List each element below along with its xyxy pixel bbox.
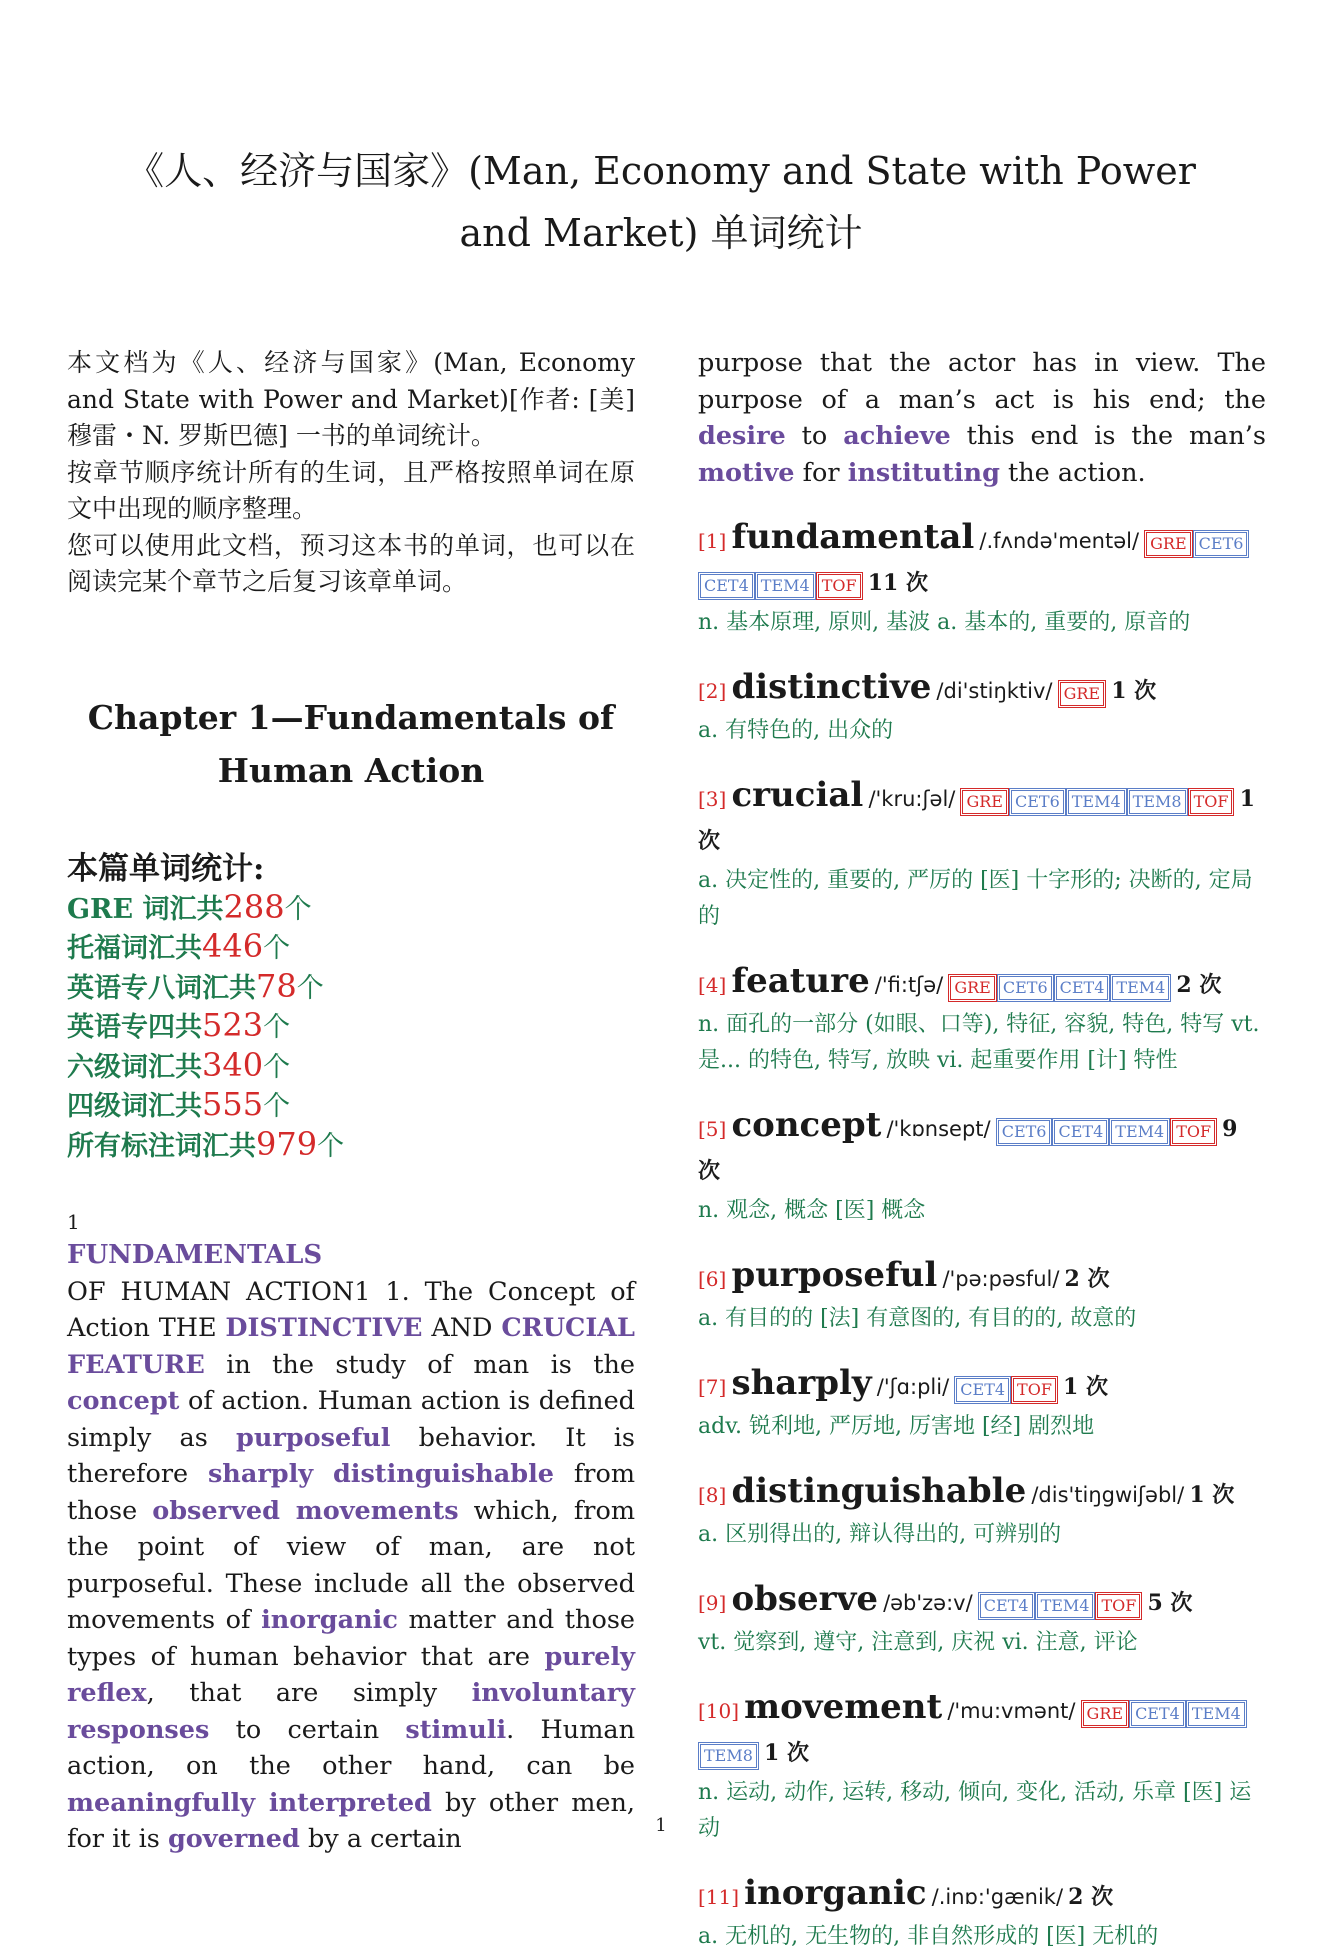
exam-tag: CET6 (1011, 790, 1064, 814)
entry-meaning: adv. 锐利地, 严厉地, 厉害地 [经] 剧烈地 (698, 1414, 1095, 1439)
highlighted-word: achieve (843, 421, 951, 451)
exam-tag: TEM4 (1068, 790, 1125, 814)
vocab-entry (698, 1873, 1266, 1955)
stat-row (67, 1086, 635, 1126)
stat-count: 288 (223, 887, 285, 926)
exam-tag: TOF (818, 574, 861, 598)
entry-count: 1 次 (764, 1740, 809, 1766)
exam-tag: CET4 (956, 1378, 1009, 1402)
entry-count: 2 次 (1064, 1266, 1110, 1292)
entry-count: 2 次 (1068, 1884, 1114, 1910)
stat-count: 523 (202, 1006, 264, 1044)
text-segment: from those (67, 1459, 636, 1526)
entry-phonetic: /dis'tiŋgwiʃəbl/ (1031, 1483, 1185, 1507)
exam-tag: GRE (1060, 682, 1105, 706)
highlighted-word: purely reflex (67, 1641, 636, 1708)
highlighted-word: DISTINCTIVE (225, 1313, 423, 1343)
text-segment: purpose that the actor has in view. The purpose of a man’s act is his end; the (698, 348, 1266, 415)
exam-tag: CET6 (999, 976, 1052, 1000)
entry-phonetic: /'mu:vmənt/ (947, 1699, 1076, 1723)
entry-word: sharply (731, 1363, 872, 1403)
stat-row (67, 928, 635, 968)
entry-phonetic: /'ʃɑ:pli/ (876, 1375, 950, 1399)
vocab-entry-header (698, 1363, 1266, 1409)
entry-word: feature (731, 961, 870, 1001)
entry-index: [4] (698, 973, 727, 997)
highlighted-word: sharply (207, 1459, 314, 1489)
text-segment: AND (431, 1313, 493, 1343)
entry-index: [9] (698, 1591, 727, 1615)
vocab-entry-header (698, 961, 1266, 1007)
text-segment: of action. Human action is defined simply as (67, 1386, 635, 1453)
entry-word: purposeful (731, 1255, 938, 1295)
vocab-entry-header (698, 1687, 1266, 1775)
vocab-entry-header (698, 667, 1266, 713)
exam-tag: CET4 (700, 574, 753, 598)
vocab-entry (698, 961, 1266, 1079)
exam-tag: TOF (1013, 1378, 1056, 1402)
highlighted-word: instituting (847, 457, 1000, 488)
stat-count: 78 (256, 966, 297, 1005)
entry-index: [3] (698, 787, 727, 811)
body-text-continued (698, 345, 1266, 491)
entry-phonetic: /'kɒnsept/ (886, 1117, 991, 1141)
exam-tag: GRE (1146, 532, 1191, 556)
entry-phonetic: /.fʌndə'mentəl/ (979, 529, 1140, 553)
right-column (698, 345, 1266, 1955)
text-segment: for (802, 457, 840, 488)
entry-index: [8] (698, 1483, 727, 1507)
entry-meaning: a. 无机的, 无生物的, 非自然形成的 [医] 无机的 (698, 1924, 1159, 1949)
entry-meaning: n. 面孔的一部分 (如眼、口等), 特征, 容貌, 特色, 特写 vt. 是... 的特色, 特写, 放映 vi. 起重要作用 [计] 特性 (698, 1012, 1260, 1073)
vocab-entry (698, 1363, 1266, 1445)
entry-meaning: a. 区别得出的, 辩认得出的, 可辨别的 (698, 1522, 1062, 1547)
stat-unit: 个 (263, 1012, 291, 1043)
stats-title: 本篇单词统计: (67, 850, 265, 887)
entry-phonetic: /'fi:tʃə/ (874, 973, 944, 997)
exam-tag: TOF (1097, 1594, 1140, 1618)
entry-meaning: vt. 觉察到, 遵守, 注意到, 庆祝 vi. 注意, 评论 (698, 1630, 1138, 1655)
vocab-entry (698, 1105, 1266, 1229)
exam-tag: TEM4 (1112, 976, 1169, 1000)
stat-row (67, 968, 635, 1008)
vocab-entry (698, 1579, 1266, 1661)
entry-word: distinctive (731, 667, 932, 707)
entry-count: 1 次 (1111, 678, 1157, 704)
text-segment: by other men, for it is (67, 1787, 636, 1854)
exam-tag: TEM4 (1188, 1702, 1245, 1726)
text-segment: , that are simply (146, 1678, 438, 1708)
left-column (67, 345, 635, 1858)
stat-unit: 个 (284, 893, 312, 925)
intro-paragraph: 按章节顺序统计所有的生词，且严格按照单词在原文中出现的顺序整理。 (67, 457, 635, 523)
section-heading: FUNDAMENTALS (67, 1240, 323, 1270)
chapter-title: Chapter 1—Fundamentals of Human Action (87, 697, 615, 790)
vocab-entry-header (698, 1105, 1266, 1193)
entry-meaning: n. 运动, 动作, 运转, 移动, 倾向, 变化, 活动, 乐章 [医] 运动 (698, 1780, 1252, 1841)
entry-word: crucial (731, 775, 864, 815)
stat-unit: 个 (296, 972, 324, 1004)
stat-row (67, 1126, 635, 1166)
highlighted-word: CRUCIAL FEATURE (67, 1313, 635, 1380)
exam-tag: GRE (950, 976, 995, 1000)
entry-phonetic: /.inɒ:'gænik/ (931, 1885, 1064, 1909)
entry-index: [6] (698, 1267, 727, 1291)
entry-count: 2 次 (1176, 972, 1222, 998)
entry-meaning: n. 基本原理, 原则, 基波 a. 基本的, 重要的, 原音的 (698, 610, 1191, 635)
vocab-entry (698, 667, 1266, 749)
exam-tag: CET6 (1195, 532, 1248, 556)
stat-count: 979 (256, 1124, 318, 1163)
intro (67, 345, 635, 601)
vocabulary-list (698, 517, 1266, 1955)
entry-count: 1 次 (698, 786, 1255, 854)
entry-index: [11] (698, 1885, 740, 1909)
text-segment: behavior. It is therefore (67, 1422, 636, 1489)
vocab-entry-header (698, 1471, 1266, 1517)
entry-phonetic: /'pə:pəsful/ (942, 1267, 1060, 1291)
entry-word: observe (731, 1579, 878, 1619)
text-segment: to (801, 421, 828, 451)
stat-label: 所有标注词汇共 (67, 1130, 256, 1162)
intro-paragraph: 您可以使用此文档，预习这本书的单词，也可以在阅读完某个章节之后复习该章单词。 (67, 530, 635, 596)
highlighted-word: involuntary responses (67, 1678, 635, 1745)
highlighted-word: stimuli (405, 1714, 507, 1745)
text-segment: by a certain (307, 1824, 462, 1854)
stat-label: GRE 词汇共 (67, 893, 224, 925)
vocab-entry-header (698, 1873, 1266, 1919)
exam-tag: GRE (1083, 1702, 1128, 1726)
highlighted-word: meaningfully interpreted (67, 1787, 432, 1818)
section-number: 1 (67, 1210, 80, 1234)
text-segment: matter and those types of human behavior that are (67, 1605, 635, 1672)
stat-row (67, 1047, 635, 1087)
entry-phonetic: /əb'zə:v/ (883, 1591, 973, 1615)
exam-tag: GRE (962, 790, 1007, 814)
intro-paragraph: 本文档为《人、经济与国家》(Man, Economy and State with Power and Market)[作者: [美] 穆雷・N. 罗斯巴德] 一书的单词统计。 (67, 348, 635, 450)
stat-count: 340 (202, 1045, 264, 1084)
vocab-entry-header (698, 775, 1266, 863)
exam-tag: CET4 (1056, 976, 1109, 1000)
entry-phonetic: /di'stiŋktiv/ (936, 679, 1053, 703)
vocab-entry (698, 775, 1266, 935)
entry-count: 1 次 (1063, 1374, 1108, 1400)
exam-tag: CET6 (998, 1120, 1051, 1144)
highlighted-word: concept (67, 1386, 180, 1416)
highlighted-word: motive (698, 457, 795, 488)
stat-unit: 个 (263, 1051, 291, 1083)
entry-word: movement (744, 1687, 943, 1727)
stats-list (67, 889, 635, 1166)
stat-row (67, 889, 635, 929)
entry-meaning: a. 有特色的, 出众的 (698, 718, 894, 743)
vocab-entry-header (698, 1255, 1266, 1301)
exam-tag: TEM4 (757, 574, 814, 598)
vocab-entry (698, 1255, 1266, 1337)
vocab-entry (698, 1471, 1266, 1553)
entry-meaning: a. 有目的的 [法] 有意图的, 有目的的, 故意的 (698, 1306, 1137, 1331)
highlighted-word: inorganic (261, 1605, 398, 1635)
stat-unit: 个 (263, 933, 291, 964)
highlighted-word: governed (167, 1824, 300, 1854)
highlighted-word: desire (698, 421, 786, 451)
stat-label: 六级词汇共 (67, 1051, 202, 1083)
stat-label: 英语专八词汇共 (67, 972, 256, 1004)
entry-count: 9 次 (698, 1116, 1238, 1184)
entry-count: 1 次 (1189, 1482, 1235, 1508)
entry-word: concept (731, 1105, 882, 1145)
stat-label: 英语专四共 (67, 1012, 202, 1043)
body-text (67, 1274, 635, 1858)
vocab-entry-header (698, 1579, 1266, 1625)
exam-tag: TEM4 (1037, 1594, 1094, 1618)
highlighted-word: observed movements (152, 1495, 459, 1526)
exam-tag: TEM8 (700, 1744, 757, 1768)
entry-word: inorganic (744, 1873, 927, 1913)
vocab-entry (698, 517, 1266, 641)
exam-tag: TOF (1190, 790, 1233, 814)
document-title: 《人、经济与国家》(Man, Economy and State with Power and Market) 单词统计 (126, 149, 1196, 255)
text-segment: the action. (1008, 457, 1146, 488)
exam-tag: CET4 (1054, 1120, 1107, 1144)
entry-index: [5] (698, 1117, 727, 1141)
stat-label: 四级词汇共 (67, 1091, 202, 1122)
highlighted-word: distinguishable (332, 1459, 555, 1489)
text-segment: . Human action, on the other hand, can be (67, 1714, 636, 1781)
stat-count: 446 (202, 927, 264, 965)
entry-word: distinguishable (731, 1471, 1027, 1511)
exam-tag: TOF (1172, 1120, 1215, 1144)
exam-tag: TEM8 (1129, 790, 1186, 814)
exam-tag: CET4 (980, 1594, 1033, 1618)
exam-tag: CET4 (1131, 1702, 1184, 1726)
highlighted-word: purposeful (236, 1422, 391, 1453)
exam-tag: TEM4 (1111, 1120, 1168, 1144)
entry-index: [2] (698, 679, 727, 703)
entry-index: [1] (698, 529, 727, 553)
stat-row (67, 1007, 635, 1047)
stat-label: 托福词汇共 (67, 933, 202, 964)
stat-unit: 个 (317, 1130, 345, 1162)
text-segment: OF HUMAN ACTION1 1. The Concept of Action THE (67, 1276, 635, 1343)
text-segment: to certain (235, 1714, 380, 1745)
entry-meaning: n. 观念, 概念 [医] 概念 (698, 1198, 926, 1223)
stat-unit: 个 (263, 1091, 291, 1122)
text-segment: in the study of man is the (226, 1349, 636, 1380)
entry-phonetic: /'kru:ʃəl/ (868, 787, 956, 811)
entry-index: [10] (698, 1699, 740, 1723)
stat-count: 555 (202, 1085, 264, 1123)
text-segment: this end is the man’s (966, 421, 1266, 451)
entry-word: fundamental (731, 517, 975, 557)
entry-meaning: a. 决定性的, 重要的, 严厉的 [医] 十字形的; 决断的, 定局的 (698, 868, 1253, 929)
vocab-entry-header (698, 517, 1266, 605)
entry-index: [7] (698, 1375, 727, 1399)
text-segment: which, from the point of view of man, are not purposeful. These include all the observed movements of (67, 1495, 636, 1635)
page-number: 1 (655, 1815, 667, 1836)
entry-count: 5 次 (1147, 1590, 1193, 1616)
entry-count: 11 次 (867, 570, 928, 596)
